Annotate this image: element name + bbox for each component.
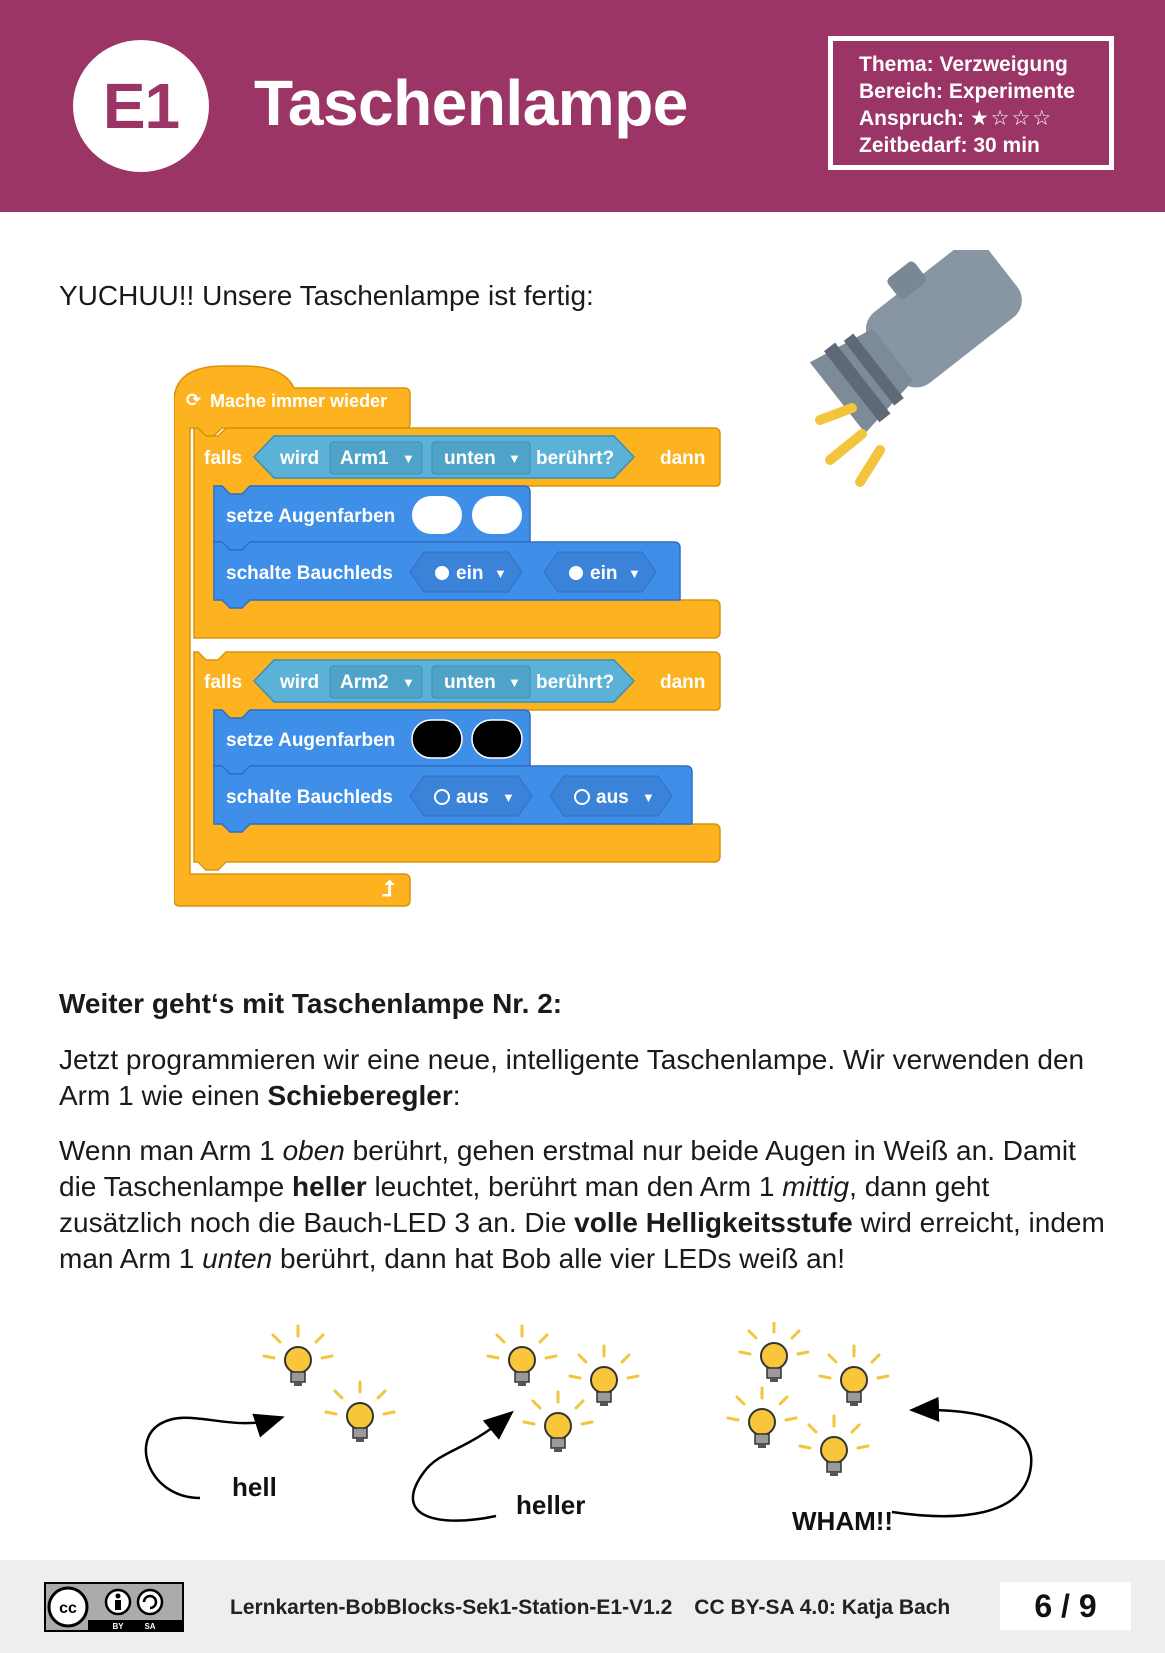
para2-italic-3: unten [202, 1243, 273, 1274]
para2-italic-1: oben [282, 1135, 345, 1166]
if2-touched: berührt? [536, 672, 615, 693]
para2-italic-2: mittig [782, 1171, 850, 1202]
svg-text:BY: BY [112, 1622, 124, 1631]
eye-right-white[interactable] [472, 496, 522, 534]
if2-arm: Arm2 [340, 672, 389, 693]
chevron-down-icon: ▼ [402, 451, 415, 466]
star-rating-icon: ★☆☆☆ [969, 107, 1054, 130]
svg-text:SA: SA [144, 1622, 156, 1631]
para2-text-1: Wenn man Arm 1 [59, 1135, 283, 1166]
if2-pos: unten [444, 672, 496, 693]
flashlight-icon [800, 250, 1060, 490]
leds1-b: ein [590, 563, 618, 584]
if2-dann: dann [660, 672, 706, 693]
bulb-icon [264, 1326, 332, 1386]
footer [0, 1560, 1165, 1653]
leds2-b: aus [596, 787, 629, 808]
chevron-down-icon: ▼ [508, 675, 521, 690]
chevron-down-icon: ▼ [502, 790, 515, 805]
para2-bold-1: heller [291, 1171, 367, 1202]
bulb-icon [820, 1346, 888, 1406]
header-banner [0, 0, 1165, 212]
para2-text-2: berührt, gehen erstmal nur beide Augen in Weiß an. Damit die Taschenlampe [59, 1135, 1076, 1202]
if1-pos: unten [444, 448, 496, 469]
para2-text-3: leuchtet, berührt man den Arm 1 [366, 1171, 783, 1202]
meta-time: Zeitbedarf: 30 min [859, 134, 1040, 157]
bulb-icon [740, 1322, 808, 1382]
bulb-icon [570, 1346, 638, 1406]
eye-right-black[interactable] [472, 720, 522, 758]
page-title: Taschenlampe [254, 67, 688, 139]
cc-by-sa-icon [44, 1582, 184, 1632]
led-on-icon [569, 566, 583, 580]
meta-level [859, 105, 1109, 132]
station-badge: E1 [73, 40, 209, 172]
if2-wird: wird [280, 672, 320, 693]
eye-left-white[interactable] [412, 496, 462, 534]
bulb-icon [524, 1392, 592, 1452]
loop-arrow-icon: ⟳ [186, 390, 202, 410]
chevron-down-icon: ▼ [628, 566, 641, 581]
if1-falls: falls [204, 448, 243, 469]
leds1-label: schalte Bauchleds [226, 563, 393, 584]
meta-level-label: Anspruch: [859, 107, 964, 130]
footer-text [230, 1596, 950, 1620]
bulb-icon [326, 1382, 394, 1442]
para2-text-6: berührt, dann hat Bob alle vier LEDs weiß an! [272, 1243, 846, 1274]
arrow-icon [892, 1410, 1031, 1516]
para1-text-2: : [452, 1080, 461, 1111]
meta-box [828, 36, 1114, 170]
license-text: CC BY-SA 4.0: Katja Bach [694, 1596, 951, 1619]
label-heller: heller [516, 1490, 586, 1520]
if1-dann: dann [660, 448, 706, 469]
page-number: 6 / 9 [1000, 1582, 1131, 1630]
eyes1-label: setze Augenfarben [226, 506, 396, 527]
paragraph-1 [59, 1042, 1119, 1114]
leds1-a: ein [456, 563, 484, 584]
para1-text-1: Jetzt programmieren wir eine neue, intelligente Taschenlampe. Wir verwenden den Arm 1 wie einen [59, 1044, 1085, 1111]
led-on-icon [435, 566, 449, 580]
chevron-down-icon: ▼ [402, 675, 415, 690]
paragraph-2 [59, 1133, 1119, 1277]
intro-text: YUCHUU!! Unsere Taschenlampe ist fertig: [59, 280, 594, 311]
brightness-illustration [140, 1322, 1060, 1552]
eyes2-label: setze Augenfarben [226, 730, 396, 751]
arrow-icon [413, 1414, 510, 1521]
if1-arm: Arm1 [340, 448, 389, 469]
doc-id: Lernkarten-BobBlocks-Sek1-Station-E1-V1.2 [230, 1596, 673, 1619]
leds2-label: schalte Bauchleds [226, 787, 393, 808]
meta-area: Bereich: Experimente [859, 80, 1075, 103]
para2-bold-2: volle Helligkeitsstufe [574, 1207, 853, 1238]
chevron-down-icon: ▼ [508, 451, 521, 466]
bulb-icon [728, 1388, 796, 1448]
loop-label: Mache immer wieder [210, 391, 388, 411]
label-hell: hell [232, 1472, 277, 1502]
section-heading: Weiter geht‘s mit Taschenlampe Nr. 2: [59, 988, 563, 1019]
para1-bold-1: Schieberegler [267, 1080, 453, 1111]
if1-touched: berührt? [536, 448, 615, 469]
svg-text:cc: cc [59, 1600, 77, 1617]
loop-end-arrow-icon: ⮥ [382, 876, 395, 901]
label-wham: WHAM!! [792, 1506, 894, 1536]
code-blocks [174, 362, 724, 934]
eye-left-black[interactable] [412, 720, 462, 758]
if2-falls: falls [204, 672, 243, 693]
if1-wird: wird [280, 448, 320, 469]
para2-text-4: , dann geht zusätzlich noch die Bauch-LED 3 an. Die [59, 1171, 990, 1238]
bulb-icon [488, 1326, 556, 1386]
leds2-a: aus [456, 787, 489, 808]
chevron-down-icon: ▼ [642, 790, 655, 805]
bulb-icon [800, 1416, 868, 1476]
chevron-down-icon: ▼ [494, 566, 507, 581]
meta-topic: Thema: Verzweigung [859, 53, 1068, 76]
para2-text-5: wird erreicht, indem man Arm 1 [59, 1207, 1105, 1274]
